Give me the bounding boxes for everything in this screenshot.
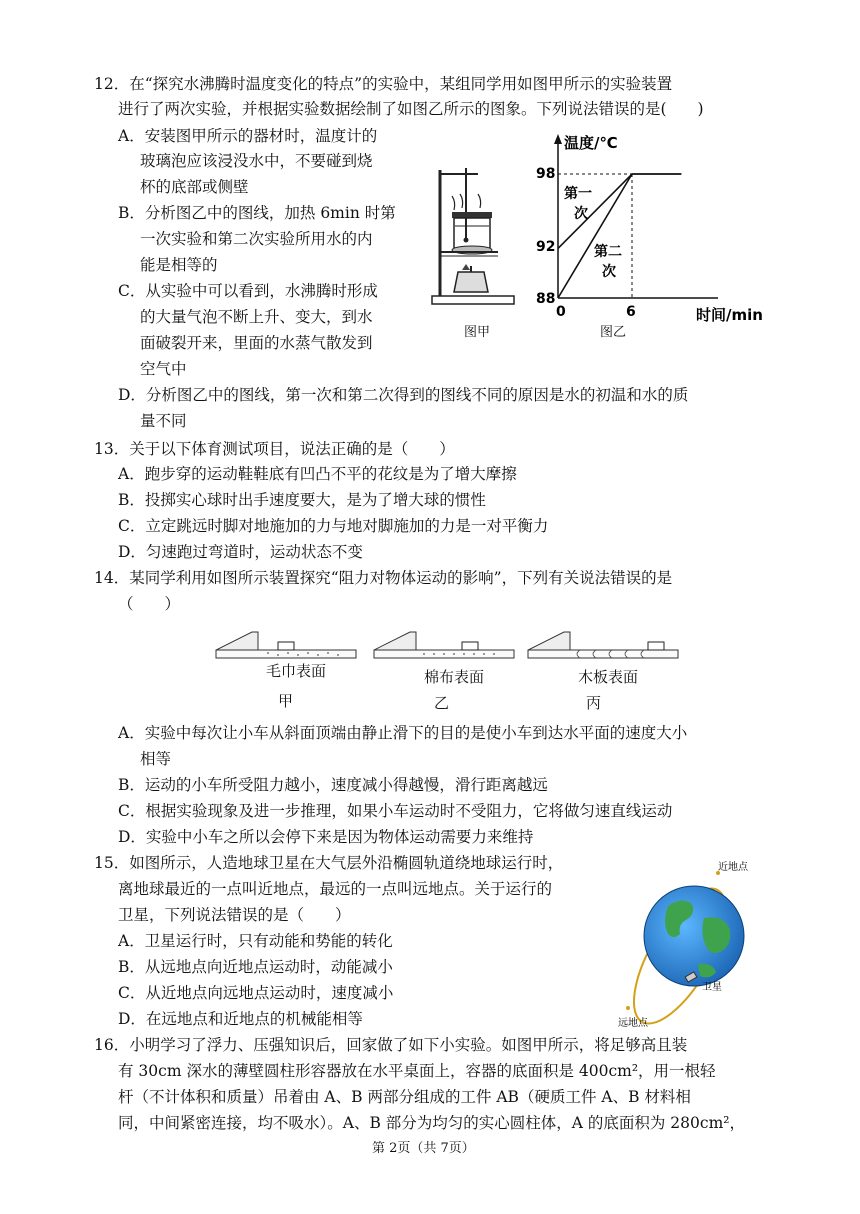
- y-tick-label-98: 98: [536, 166, 556, 182]
- q12-option-c: C．从实验中可以看到，水沸腾时形成: [118, 282, 378, 300]
- x-tick-label-6: 6: [626, 304, 636, 320]
- perigee-label: 近地点: [718, 862, 748, 873]
- satellite-orbit-figure: [608, 858, 758, 1033]
- q15-stem: 15．如图所示，人造地球卫星在大气层外沿椭圆轨道绕地球运行时，: [94, 854, 564, 872]
- q12-option-c-cont: 空气中: [140, 360, 187, 378]
- fig-jia-caption: 图甲: [464, 325, 491, 340]
- temperature-time-chart: [528, 126, 778, 331]
- q12-option-d: D．分析图乙中的图线，第一次和第二次得到的图线不同的原因是水的初温和水的质: [118, 386, 689, 404]
- q12-option-d-cont: 量不同: [140, 412, 187, 430]
- q14-option-c: C．根据实验现象及进一步推理，如果小车运动时不受阻力，它将做匀速直线运动: [118, 802, 673, 820]
- apogee-label: 远地点: [618, 1018, 648, 1029]
- series-second-label: 第二: [594, 244, 622, 260]
- q14-option-a: A．实验中每次让小车从斜面顶端由静止滑下的目的是使小车到达水平面的速度大小: [118, 724, 688, 742]
- q14-stem-cont: （ ）: [118, 595, 181, 613]
- origin-label: 0: [556, 304, 566, 320]
- q12-option-b: B．分析图乙中的图线，加热 6min 时第: [118, 204, 396, 222]
- q13-option-c: C．立定跳远时脚对地施加的力与地对脚施加的力是一对平衡力: [118, 517, 549, 535]
- q15-option-b: B．从远地点向近地点运动时，动能减小: [118, 958, 393, 976]
- q12-option-a-cont: 玻璃泡应该浸没水中，不要碰到烧: [140, 152, 373, 170]
- surface-label-wood: 木板表面: [578, 668, 639, 686]
- y-axis-label: 温度/℃: [564, 134, 618, 152]
- q12-stem-line1: 12．在“探究水沸腾时温度变化的特点”的实验中，某组同学用如图甲所示的实验装置: [94, 75, 673, 93]
- q12-stem-line2: 进行了两次实验，并根据实验数据绘制了如图乙所示的图象。下列说法错误的是( ): [118, 100, 704, 118]
- q16-stem-line3: 杆（不计体积和质量）吊着由 A、B 两部分组成的工件 AB（硬质工件 A、B 材料相: [118, 1088, 691, 1106]
- surface-label-cotton: 棉布表面: [424, 668, 485, 686]
- q16-stem-line2: 有 30cm 深水的薄壁圆柱形容器放在水平桌面上，容器的底面积是 400cm²，用一根轻: [118, 1062, 716, 1080]
- series-first-label: 第一: [564, 186, 592, 202]
- q12-option-a-cont: 杯的底部或侧壁: [140, 178, 249, 196]
- q15-stem-cont: 卫星，下列说法错误的是（ ）: [118, 906, 351, 924]
- q13-option-a: A．跑步穿的运动鞋鞋底有凹凸不平的花纹是为了增大摩擦: [118, 465, 517, 483]
- q13-option-d: D．匀速跑过弯道时，运动状态不变: [118, 543, 363, 561]
- q16-stem-line1: 16．小明学习了浮力、压强知识后，回家做了如下小实验。如图甲所示，将足够高且装: [94, 1036, 688, 1054]
- q14-option-d: D．实验中小车之所以会停下来是因为物体运动需要力来维持: [118, 828, 534, 846]
- q14-option-a-cont: 相等: [140, 750, 172, 768]
- q12-option-b-cont: 能是相等的: [140, 256, 218, 274]
- q15-option-d: D．在远地点和近地点的机械能相等: [118, 1010, 363, 1028]
- q15-stem-cont: 离地球最近的一点叫近地点，最远的一点叫远地点。关于运行的: [118, 880, 553, 898]
- y-tick-label-92: 92: [536, 239, 556, 255]
- q12-option-c-cont: 面破裂开来，里面的水蒸气散发到: [140, 334, 373, 352]
- q12-option-b-cont: 一次实验和第二次实验所用水的内: [140, 230, 373, 248]
- q12-option-c-cont: 的大量气泡不断上升、变大，到水: [140, 308, 373, 326]
- boiling-apparatus-figure: [428, 160, 518, 310]
- q15-option-a: A．卫星运行时，只有动能和势能的转化: [118, 932, 393, 950]
- q13-stem: 13．关于以下体育测试项目，说法正确的是（ ）: [94, 440, 455, 458]
- q14-option-b: B．运动的小车所受阻力越小，速度减小得越慢，滑行距离越远: [118, 776, 548, 794]
- surface-label-towel: 毛巾表面: [266, 662, 327, 680]
- q13-option-b: B．投掷实心球时出手速度要大，是为了增大球的惯性: [118, 491, 486, 509]
- y-tick-label-88: 88: [536, 291, 556, 307]
- x-axis-label: 时间/min: [696, 306, 763, 324]
- series-first-label-2: 次: [574, 206, 588, 222]
- surface-tag-bing: 丙: [586, 694, 602, 712]
- q12-option-a: A．安装图甲所示的器材时，温度计的: [118, 127, 378, 145]
- surface-tag-jia: 甲: [278, 692, 294, 710]
- page-footer: 第 2页（共 7页）: [372, 1141, 475, 1156]
- satellite-label: 卫星: [702, 982, 722, 993]
- q14-stem: 14．某同学利用如图所示装置探究“阻力对物体运动的影响”，下列有关说法错误的是: [94, 569, 673, 587]
- q16-stem-line4: 同，中间紧密连接，均不吸水）。A、B 部分为均匀的实心圆柱体，A 的底面积为 280cm²，: [118, 1114, 745, 1132]
- surface-tag-yi: 乙: [434, 694, 450, 712]
- fig-yi-caption: 图乙: [600, 325, 627, 340]
- series-second-label-2: 次: [602, 264, 616, 280]
- friction-ramps-figure: [212, 620, 682, 664]
- q15-option-c: C．从近地点向远地点运动时，速度减小: [118, 984, 394, 1002]
